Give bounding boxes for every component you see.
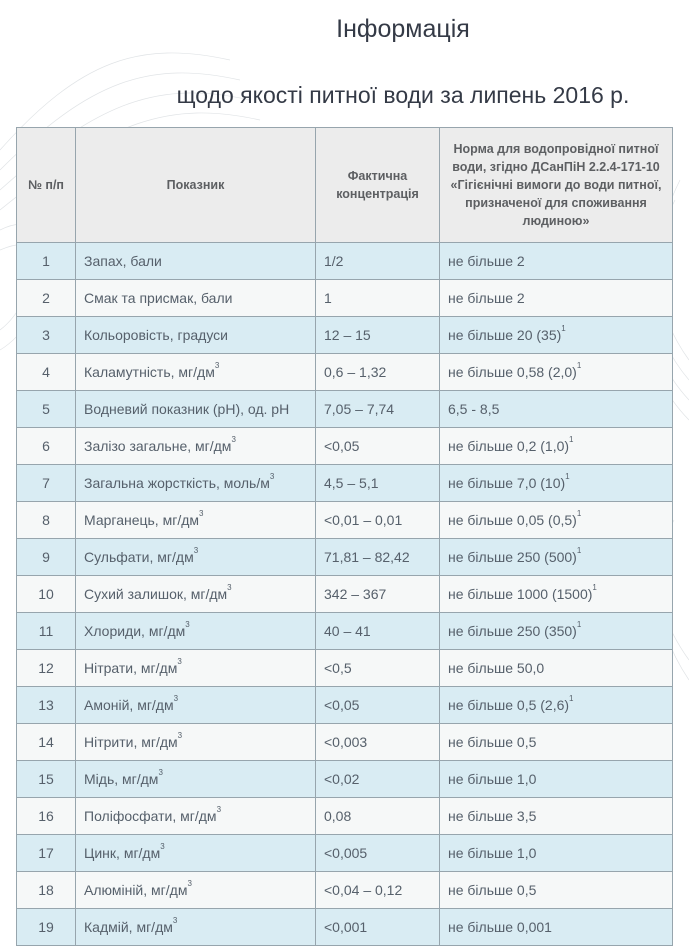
cell-num: 4	[17, 354, 76, 391]
cell-norm	[440, 835, 673, 872]
footnote-marker: 1	[592, 583, 597, 592]
table-row	[17, 243, 673, 280]
cell-indicator	[76, 280, 316, 317]
footnote-marker: 1	[569, 435, 574, 444]
norm-text: не більше 3,5	[448, 808, 537, 824]
table-row	[17, 539, 673, 576]
cell-indicator	[76, 465, 316, 502]
cell-actual: <0,005	[316, 835, 440, 872]
cell-norm	[440, 687, 673, 724]
table-row	[17, 280, 673, 317]
cell-indicator	[76, 835, 316, 872]
table-row	[17, 650, 673, 687]
table-row	[17, 687, 673, 724]
unit-exponent: 3	[231, 435, 236, 444]
cell-num: 12	[17, 650, 76, 687]
cell-num: 7	[17, 465, 76, 502]
table-row	[17, 761, 673, 798]
cell-indicator	[76, 391, 316, 428]
norm-text: не більше 0,05 (0,5)	[448, 512, 577, 528]
indicator-text: Амоній, мг/дм	[84, 697, 174, 713]
cell-indicator	[76, 798, 316, 835]
cell-indicator	[76, 909, 316, 946]
indicator-text: Сульфати, мг/дм	[84, 549, 194, 565]
header-indicator: Показник	[76, 128, 316, 243]
cell-actual: <0,05	[316, 687, 440, 724]
cell-num: 8	[17, 502, 76, 539]
table-row	[17, 354, 673, 391]
indicator-text: Цинк, мг/дм	[84, 845, 161, 861]
norm-text: не більше 50,0	[448, 660, 545, 676]
cell-num: 6	[17, 428, 76, 465]
cell-norm	[440, 243, 673, 280]
unit-exponent: 3	[172, 916, 178, 925]
indicator-text: Кадмій, мг/дм	[84, 919, 173, 935]
footnote-marker: 1	[565, 472, 570, 481]
table-row	[17, 317, 673, 354]
cell-actual: 12 – 15	[316, 317, 440, 354]
table-row	[17, 872, 673, 909]
unit-exponent: 3	[177, 731, 183, 740]
cell-actual: <0,003	[316, 724, 440, 761]
norm-text: не більше 1000 (1500)	[448, 586, 593, 602]
cell-indicator	[76, 243, 316, 280]
cell-num: 11	[17, 613, 76, 650]
cell-norm	[440, 650, 673, 687]
indicator-text: Хлориди, мг/дм	[84, 623, 186, 639]
cell-num: 3	[17, 317, 76, 354]
footnote-marker: 1	[561, 324, 566, 333]
table-row	[17, 798, 673, 835]
cell-num: 1	[17, 243, 76, 280]
norm-text: 6,5 - 8,5	[448, 401, 500, 417]
cell-actual: 1/2	[316, 243, 440, 280]
unit-exponent: 3	[269, 472, 275, 481]
norm-text: не більше 1,0	[448, 771, 537, 787]
cell-norm	[440, 317, 673, 354]
norm-text: не більше 2	[448, 253, 525, 269]
table-row	[17, 724, 673, 761]
indicator-text: Нітрити, мг/дм	[84, 734, 178, 750]
norm-text: не більше 250 (500)	[448, 549, 577, 565]
cell-norm	[440, 280, 673, 317]
page-subtitle: щодо якості питної води за липень 2016 р.	[176, 82, 630, 108]
cell-num: 13	[17, 687, 76, 724]
norm-text: не більше 0,001	[448, 919, 552, 935]
cell-num: 18	[17, 872, 76, 909]
cell-actual: <0,05	[316, 428, 440, 465]
table-body	[17, 243, 673, 946]
cell-actual: <0,04 – 0,12	[316, 872, 440, 909]
norm-text: не більше 0,2 (1,0)	[448, 438, 570, 454]
table-row	[17, 613, 673, 650]
cell-norm	[440, 391, 673, 428]
unit-exponent: 3	[216, 805, 222, 814]
indicator-text: Водневий показник (pH), од. pH	[84, 401, 290, 417]
cell-indicator	[76, 428, 316, 465]
indicator-text: Мідь, мг/дм	[84, 771, 159, 787]
cell-num: 5	[17, 391, 76, 428]
cell-indicator	[76, 872, 316, 909]
cell-indicator	[76, 650, 316, 687]
water-quality-table	[16, 127, 673, 946]
indicator-text: Смак та присмак, бали	[84, 290, 233, 306]
unit-exponent: 3	[160, 842, 165, 851]
header-num: № п/п	[17, 128, 76, 243]
table-row	[17, 502, 673, 539]
cell-num: 14	[17, 724, 76, 761]
cell-indicator	[76, 502, 316, 539]
cell-num: 15	[17, 761, 76, 798]
cell-actual: 0,6 – 1,32	[316, 354, 440, 391]
indicator-text: Кольоровість, градуси	[84, 327, 228, 343]
indicator-text: Загальна жорсткість, моль/м	[84, 475, 270, 491]
cell-indicator	[76, 613, 316, 650]
unit-exponent: 3	[187, 879, 192, 888]
cell-actual: 4,5 – 5,1	[316, 465, 440, 502]
footnote-marker: 1	[576, 509, 582, 518]
cell-num: 19	[17, 909, 76, 946]
table-row	[17, 835, 673, 872]
page-title: Інформація	[336, 15, 470, 43]
indicator-text: Поліфосфати, мг/дм	[84, 808, 217, 824]
indicator-text: Запах, бали	[84, 253, 162, 269]
cell-actual: 71,81 – 82,42	[316, 539, 440, 576]
header-norm: Норма для водопровідної питної води, згідно ДСанПіН 2.2.4-171-10 «Гігієнічні вимоги до води питної, призначеної для споживання людиною»	[440, 128, 673, 243]
cell-norm	[440, 761, 673, 798]
footnote-marker: 1	[576, 361, 582, 370]
footnote-marker: 1	[569, 694, 574, 703]
indicator-text: Залізо загальне, мг/дм	[84, 438, 232, 454]
cell-actual: 7,05 – 7,74	[316, 391, 440, 428]
norm-text: не більше 0,5 (2,6)	[448, 697, 570, 713]
cell-actual: 0,08	[316, 798, 440, 835]
norm-text: не більше 0,5	[448, 734, 537, 750]
unit-exponent: 3	[185, 620, 190, 629]
table-row	[17, 465, 673, 502]
table-header-row	[17, 128, 673, 243]
cell-actual: 342 – 367	[316, 576, 440, 613]
norm-text: не більше 1,0	[448, 845, 537, 861]
cell-num: 17	[17, 835, 76, 872]
cell-norm	[440, 428, 673, 465]
cell-num: 2	[17, 280, 76, 317]
cell-norm	[440, 576, 673, 613]
norm-text: не більше 2	[448, 290, 525, 306]
norm-text: не більше 20 (35)	[448, 327, 562, 343]
footnote-marker: 1	[576, 620, 582, 629]
norm-text: не більше 0,58 (2,0)	[448, 364, 577, 380]
cell-indicator	[76, 317, 316, 354]
indicator-text: Алюміній, мг/дм	[84, 882, 188, 898]
indicator-text: Нітрати, мг/дм	[84, 660, 178, 676]
unit-exponent: 3	[214, 361, 220, 370]
indicator-text: Каламутність, мг/дм	[84, 364, 215, 380]
cell-indicator	[76, 724, 316, 761]
unit-exponent: 3	[177, 657, 182, 666]
cell-num: 10	[17, 576, 76, 613]
table-row	[17, 391, 673, 428]
cell-norm	[440, 909, 673, 946]
cell-actual: <0,02	[316, 761, 440, 798]
cell-indicator	[76, 761, 316, 798]
cell-actual: 1	[316, 280, 440, 317]
cell-indicator	[76, 576, 316, 613]
table-row	[17, 576, 673, 613]
cell-indicator	[76, 539, 316, 576]
cell-norm	[440, 724, 673, 761]
cell-norm	[440, 354, 673, 391]
cell-indicator	[76, 687, 316, 724]
cell-norm	[440, 798, 673, 835]
norm-text: не більше 7,0 (10)	[448, 475, 566, 491]
norm-text: не більше 250 (350)	[448, 623, 577, 639]
cell-num: 16	[17, 798, 76, 835]
header-actual: Фактична концентрація	[316, 128, 440, 243]
unit-exponent: 3	[193, 546, 199, 555]
cell-norm	[440, 465, 673, 502]
cell-actual: <0,5	[316, 650, 440, 687]
cell-norm	[440, 613, 673, 650]
unit-exponent: 3	[227, 583, 232, 592]
cell-norm	[440, 502, 673, 539]
unit-exponent: 3	[173, 694, 179, 703]
unit-exponent: 3	[199, 509, 204, 518]
footnote-marker: 1	[576, 546, 582, 555]
table-row	[17, 909, 673, 946]
cell-actual: 40 – 41	[316, 613, 440, 650]
unit-exponent: 3	[158, 768, 163, 777]
cell-norm	[440, 872, 673, 909]
norm-text: не більше 0,5	[448, 882, 537, 898]
cell-indicator	[76, 354, 316, 391]
table-row	[17, 428, 673, 465]
cell-num: 9	[17, 539, 76, 576]
indicator-text: Марганець, мг/дм	[84, 512, 200, 528]
indicator-text: Сухий залишок, мг/дм	[84, 586, 228, 602]
cell-actual: <0,001	[316, 909, 440, 946]
cell-actual: <0,01 – 0,01	[316, 502, 440, 539]
cell-norm	[440, 539, 673, 576]
